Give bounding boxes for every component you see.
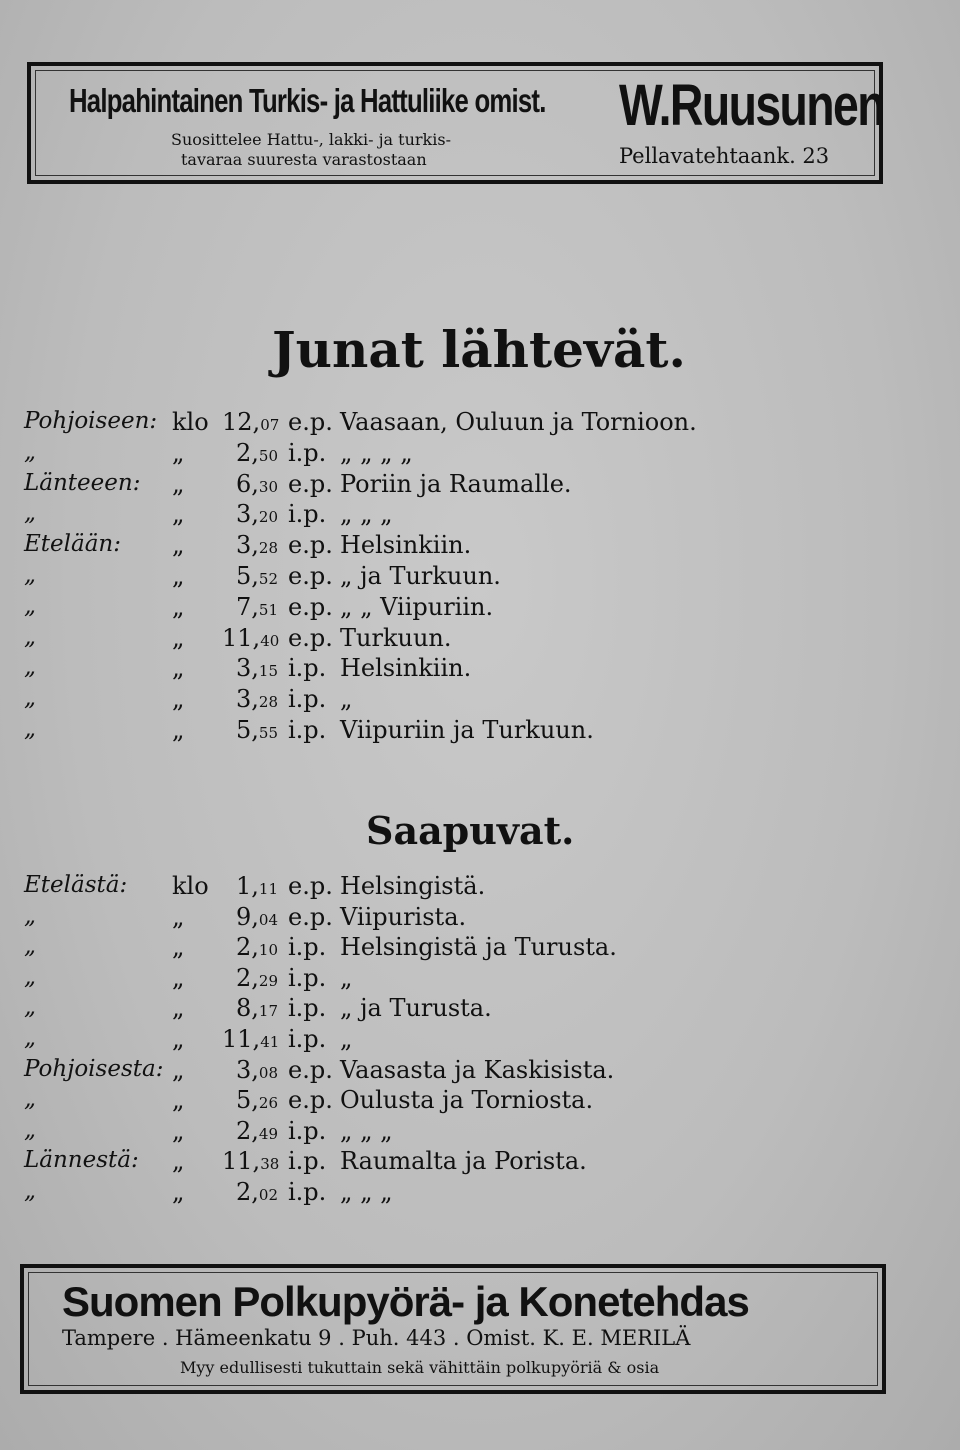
departures-destination: „ <box>340 685 353 714</box>
arrivals-ampm: e.p. <box>288 872 333 900</box>
departures-direction: Länteeen: <box>24 469 141 496</box>
arrivals-time-hour: 2 <box>235 933 252 962</box>
arrivals-ampm: i.p. <box>288 933 327 962</box>
departures-direction: „ <box>24 685 36 712</box>
arrivals-klo: „ <box>172 994 185 1023</box>
arrivals-time-minutes: 17 <box>258 1002 278 1021</box>
arrivals-destination: „ ja Turusta. <box>340 994 492 1023</box>
arrivals-time: 11,38 <box>222 1147 280 1176</box>
departures-time-minutes: 50 <box>258 446 278 465</box>
arrivals-time-minutes: 26 <box>258 1094 278 1113</box>
arrivals-klo: klo <box>172 872 209 900</box>
departures-time-minutes: 28 <box>258 693 278 712</box>
departures-ampm: i.p. <box>288 500 327 529</box>
departures-klo: „ <box>172 685 185 714</box>
bottom-ad-company: Suomen Polkupyörä- ja Konetehdas <box>62 1278 749 1325</box>
arrivals-klo: „ <box>172 1178 185 1206</box>
arrivals-ampm: e.p. <box>288 902 333 931</box>
departures-time: 3,20 <box>235 500 278 529</box>
departures-klo: „ <box>172 562 185 590</box>
departures-time: 5,55 <box>235 716 278 744</box>
departures-ampm: i.p. <box>288 685 327 714</box>
arrivals-klo: „ <box>172 1025 185 1053</box>
arrivals-time: 2,29 <box>235 963 278 992</box>
arrivals-klo: „ <box>172 1116 185 1145</box>
arrivals-ampm: e.p. <box>288 1086 333 1115</box>
arrivals-destination: „ <box>340 1025 353 1053</box>
departures-time-hour: 6 <box>235 469 252 498</box>
departures-destination: Poriin ja Raumalle. <box>340 469 572 498</box>
arrivals-time-minutes: 49 <box>258 1124 278 1143</box>
departures-direction: Pohjoiseen: <box>24 408 158 434</box>
arrivals-destination: „ „ „ <box>340 1178 393 1206</box>
departures-ampm: e.p. <box>288 562 333 590</box>
departures-time-minutes: 51 <box>258 600 278 619</box>
arrivals-time-hour: 5 <box>235 1086 252 1115</box>
departures-time-hour: 3 <box>235 685 252 714</box>
departures-direction: „ <box>24 592 36 619</box>
departures-klo: „ <box>172 469 185 498</box>
top-ad-line1: Suosittelee Hattu-, lakki- ja turkis- <box>171 130 451 149</box>
departures-destination: „ „ Viipuriin. <box>340 592 494 621</box>
arrivals-time-minutes: 38 <box>260 1155 280 1174</box>
top-ad-address: Pellavatehtaank. 23 <box>619 144 830 168</box>
departures-time-hour: 3 <box>235 654 252 683</box>
departures-destination: Turkuun. <box>340 623 452 652</box>
departures-time-minutes: 40 <box>260 631 280 650</box>
departures-time-minutes: 52 <box>258 570 278 588</box>
departures-time-minutes: 55 <box>258 724 278 742</box>
arrivals-destination: Helsingistä ja Turusta. <box>340 933 617 962</box>
top-ad-headline: Halpahintainen Turkis- ja Hattuliike omist. <box>69 82 546 119</box>
arrivals-time-hour: 11 <box>222 1147 253 1176</box>
departures-title: Junat lähtevät. <box>272 320 686 379</box>
arrivals-direction: „ <box>24 933 36 960</box>
arrivals-destination: Helsingistä. <box>340 872 486 900</box>
arrivals-time: 2,02 <box>235 1178 278 1206</box>
departures-time: 11,40 <box>222 623 280 652</box>
arrivals-time: 3,08 <box>235 1055 278 1084</box>
departures-klo: „ <box>172 531 185 560</box>
arrivals-ampm: i.p. <box>288 994 327 1023</box>
departures-destination: „ „ „ <box>340 500 393 529</box>
departures-ampm: e.p. <box>288 408 333 436</box>
arrivals-direction: „ <box>24 902 36 929</box>
departures-ampm: e.p. <box>288 592 333 621</box>
departures-time-hour: 3 <box>235 500 252 529</box>
arrivals-klo: „ <box>172 902 185 931</box>
departures-time-hour: 12 <box>222 408 253 436</box>
departures-direction: „ <box>24 562 36 588</box>
arrivals-destination: Oulusta ja Torniosta. <box>340 1086 594 1115</box>
arrivals-time-hour: 2 <box>235 963 252 992</box>
arrivals-time: 1,11 <box>235 872 278 900</box>
departures-klo: „ <box>172 654 185 683</box>
arrivals-klo: „ <box>172 933 185 962</box>
arrivals-time-hour: 8 <box>235 994 252 1023</box>
departures-direction: „ <box>24 500 36 527</box>
arrivals-time-hour: 11 <box>222 1025 253 1053</box>
arrivals-ampm: i.p. <box>288 1178 327 1206</box>
bottom-advertisement <box>20 1264 886 1394</box>
arrivals-title: Saapuvat. <box>366 808 575 853</box>
arrivals-direction: „ <box>24 1178 36 1204</box>
arrivals-time-hour: 9 <box>235 902 252 931</box>
departures-time-minutes: 20 <box>258 508 278 527</box>
departures-direction: „ <box>24 623 36 650</box>
arrivals-direction: „ <box>24 994 36 1021</box>
arrivals-time: 2,10 <box>235 933 278 962</box>
arrivals-klo: „ <box>172 1086 185 1115</box>
arrivals-klo: „ <box>172 1147 185 1176</box>
arrivals-direction: „ <box>24 1086 36 1113</box>
departures-ampm: i.p. <box>288 716 327 744</box>
departures-direction: „ <box>24 438 36 465</box>
departures-time-hour: 3 <box>235 531 252 560</box>
arrivals-klo: „ <box>172 1055 185 1084</box>
arrivals-time-minutes: 11 <box>258 880 278 898</box>
arrivals-time-minutes: 29 <box>258 971 278 990</box>
departures-direction: Etelään: <box>24 531 121 558</box>
departures-time-minutes: 15 <box>258 662 278 681</box>
arrivals-direction: „ <box>24 963 36 990</box>
departures-klo: klo <box>172 408 209 436</box>
departures-destination: „ ja Turkuun. <box>340 562 501 590</box>
arrivals-ampm: i.p. <box>288 1116 327 1145</box>
departures-time: 3,28 <box>235 531 278 560</box>
departures-time: 12,07 <box>222 408 280 436</box>
departures-time: 3,28 <box>235 685 278 714</box>
departures-time-hour: 7 <box>235 592 252 621</box>
departures-ampm: e.p. <box>288 623 333 652</box>
arrivals-direction: „ <box>24 1116 36 1143</box>
arrivals-time-minutes: 02 <box>258 1186 278 1204</box>
departures-ampm: e.p. <box>288 531 333 560</box>
departures-direction: „ <box>24 654 36 681</box>
arrivals-ampm: i.p. <box>288 1147 327 1176</box>
arrivals-direction: Etelästä: <box>24 872 128 898</box>
arrivals-klo: „ <box>172 963 185 992</box>
departures-destination: Vaasaan, Ouluun ja Tornioon. <box>340 408 697 436</box>
arrivals-time: 5,26 <box>235 1086 278 1115</box>
departures-time-hour: 11 <box>222 623 253 652</box>
arrivals-destination: Vaasasta ja Kaskisista. <box>340 1055 615 1084</box>
arrivals-time: 11,41 <box>222 1025 280 1053</box>
top-ad-line2: tavaraa suuresta varastostaan <box>181 150 427 169</box>
arrivals-direction: Pohjoisesta: <box>24 1055 164 1082</box>
departures-time: 3,15 <box>235 654 278 683</box>
departures-time-minutes: 28 <box>258 539 278 558</box>
departures-time-hour: 5 <box>235 716 252 744</box>
arrivals-time-hour: 2 <box>235 1178 252 1206</box>
departures-time: 2,50 <box>235 438 278 467</box>
arrivals-time-minutes: 08 <box>258 1063 278 1082</box>
top-ad-owner: W.Ruusunen <box>619 73 884 138</box>
departures-destination: „ „ „ „ <box>340 438 413 467</box>
bottom-ad-slogan: Myy edullisesti tukuttain sekä vähittäin polkupyöriä & osia <box>180 1358 660 1377</box>
departures-destination: Viipuriin ja Turkuun. <box>340 716 594 744</box>
arrivals-direction: „ <box>24 1025 36 1051</box>
arrivals-time-minutes: 04 <box>258 910 278 929</box>
departures-ampm: i.p. <box>288 438 327 467</box>
departures-klo: „ <box>172 592 185 621</box>
arrivals-destination: „ <box>340 963 353 992</box>
arrivals-time: 2,49 <box>235 1116 278 1145</box>
departures-klo: „ <box>172 623 185 652</box>
arrivals-time-minutes: 41 <box>260 1033 280 1051</box>
departures-time-hour: 2 <box>235 438 252 467</box>
departures-destination: Helsinkiin. <box>340 654 472 683</box>
departures-klo: „ <box>172 716 185 744</box>
arrivals-time-hour: 1 <box>235 872 252 900</box>
top-advertisement <box>27 62 883 184</box>
arrivals-ampm: i.p. <box>288 963 327 992</box>
departures-direction: „ <box>24 716 36 742</box>
departures-klo: „ <box>172 500 185 529</box>
bottom-ad-contact: Tampere . Hämeenkatu 9 . Puh. 443 . Omist. K. E. MERILÄ <box>62 1326 691 1350</box>
arrivals-time-hour: 3 <box>235 1055 252 1084</box>
departures-time-minutes: 30 <box>258 477 278 496</box>
departures-klo: „ <box>172 438 185 467</box>
arrivals-time-hour: 2 <box>235 1116 252 1145</box>
departures-ampm: e.p. <box>288 469 333 498</box>
arrivals-destination: Viipurista. <box>340 902 467 931</box>
arrivals-direction: Lännestä: <box>24 1147 139 1174</box>
departures-time: 6,30 <box>235 469 278 498</box>
arrivals-time: 9,04 <box>235 902 278 931</box>
arrivals-ampm: i.p. <box>288 1025 327 1053</box>
arrivals-time-minutes: 10 <box>258 941 278 960</box>
departures-time-hour: 5 <box>235 562 252 590</box>
departures-time: 7,51 <box>235 592 278 621</box>
arrivals-time: 8,17 <box>235 994 278 1023</box>
departures-destination: Helsinkiin. <box>340 531 472 560</box>
arrivals-destination: Raumalta ja Porista. <box>340 1147 587 1176</box>
departures-time: 5,52 <box>235 562 278 590</box>
arrivals-destination: „ „ „ <box>340 1116 393 1145</box>
departures-time-minutes: 07 <box>260 416 280 434</box>
departures-ampm: i.p. <box>288 654 327 683</box>
arrivals-ampm: e.p. <box>288 1055 333 1084</box>
